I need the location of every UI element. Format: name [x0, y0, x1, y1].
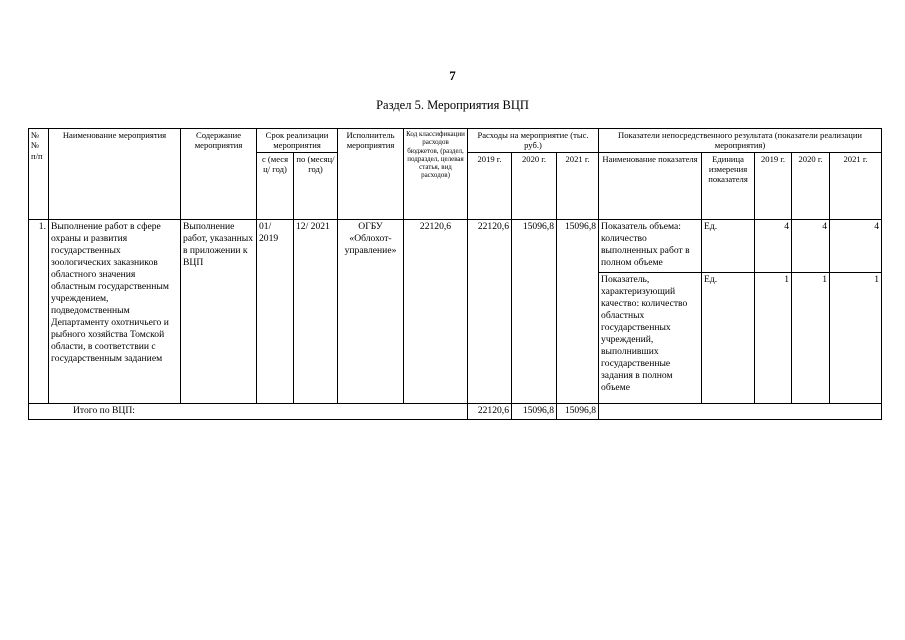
header-period-from: с (меся ц/ год): [257, 152, 294, 219]
indicator-2-2019: 1: [755, 272, 792, 403]
total-2020: 15096,8: [512, 403, 557, 419]
header-year-2019: 2019 г.: [468, 152, 512, 219]
header-name: Наименование мероприятия: [49, 129, 181, 220]
header-indicator-unit: Единица измерения показателя: [702, 152, 755, 219]
indicator-2-2021: 1: [830, 272, 882, 403]
header-code: Код классификации расходов бюджетов, (раздел, подраздел, целевая статья, вид расходов): [404, 129, 468, 220]
header-indicators: Показатели непосредственного результата (показатели реализации мероприятия): [599, 129, 882, 153]
total-2021: 15096,8: [557, 403, 599, 419]
header-ind-year-2021: 2021 г.: [830, 152, 882, 219]
header-year-2020: 2020 г.: [512, 152, 557, 219]
row-content: Выполнение работ, указанных в приложении к ВЦП: [181, 219, 257, 403]
row-num: 1.: [29, 219, 49, 403]
activities-table: [28, 128, 882, 420]
indicator-1-2021: 4: [830, 219, 882, 272]
page-number: 7: [449, 68, 456, 83]
indicator-1-name: Показатель объема: количество выполненных работ в полном объеме: [599, 219, 702, 272]
header-content: Содержание мероприятия: [181, 129, 257, 220]
header-executor: Исполнитель мероприятия: [338, 129, 404, 220]
indicator-1-2019: 4: [755, 219, 792, 272]
header-indicator-name: Наименование показателя: [599, 152, 702, 219]
total-label: Итого по ВЦП:: [29, 403, 468, 419]
row-code: 22120,6: [404, 219, 468, 403]
header-row-1: [29, 129, 882, 153]
section-title: Раздел 5. Мероприятия ВЦП: [376, 98, 529, 112]
indicator-2-name: Показатель, характеризующий качество: количество областных государственных учреждений, выполнивших государственные задания в полном объеме: [599, 272, 702, 403]
indicator-1-2020: 4: [792, 219, 830, 272]
header-period-to: по (месяц/ год): [294, 152, 338, 219]
total-2019: 22120,6: [468, 403, 512, 419]
indicator-1-unit: Ед.: [702, 219, 755, 272]
total-row: [29, 403, 882, 419]
row-expense-2020: 15096,8: [512, 219, 557, 403]
header-year-2021: 2021 г.: [557, 152, 599, 219]
row-name: Выполнение работ в сфере охраны и развития государственных зоологических заказников областного значения областным государственным учреждением, подведомственным Департаменту охотничьего и рыбного хозяйства Томской области, в соответствии с государственным заданием: [49, 219, 181, 403]
header-num: №№ п/п: [29, 129, 49, 220]
header-ind-year-2020: 2020 г.: [792, 152, 830, 219]
row-expense-2021: 15096,8: [557, 219, 599, 403]
row-expense-2019: 22120,6: [468, 219, 512, 403]
indicator-2-2020: 1: [792, 272, 830, 403]
header-ind-year-2019: 2019 г.: [755, 152, 792, 219]
row-executor: ОГБУ «Облохот- управление»: [338, 219, 404, 403]
row-period-to: 12/ 2021: [294, 219, 338, 403]
header-period: Срок реализации мероприятия: [257, 129, 338, 153]
table-row: [29, 219, 882, 272]
total-empty: [599, 403, 882, 419]
header-expenses: Расходы на мероприятие (тыс. руб.): [468, 129, 599, 153]
indicator-2-unit: Ед.: [702, 272, 755, 403]
row-period-from: 01/ 2019: [257, 219, 294, 403]
